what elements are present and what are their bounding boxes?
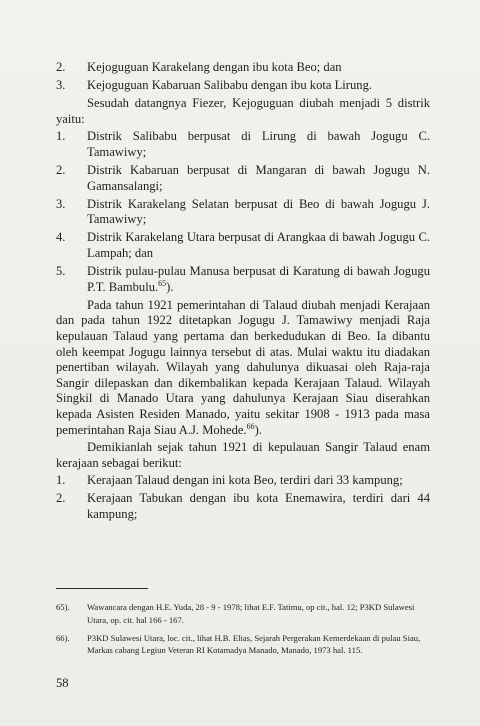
paragraph: Demikianlah sejak tahun 1921 di kepulauan Sangir Talaud enam kerajaan sebagai berikut: xyxy=(56,440,430,470)
list-item xyxy=(56,264,430,295)
footnote-ref: 65 xyxy=(158,278,167,288)
list-text: Kejoguguan Karakelang dengan ibu kota Beo; dan xyxy=(87,60,342,74)
footnote xyxy=(56,632,430,658)
footnote-text: Wawancara dengan H.E. Yuda, 28 - 9 - 1978; lihat E.F. Tatimu, op cit., hal. 12; P3KD Sulawesi Utara, op. cit. hal 166 - 167. xyxy=(87,602,415,625)
list-item xyxy=(56,473,430,489)
list-text: Distrik Salibabu berpusat di Lirung di bawah Jogugu C. Tamawiwy; xyxy=(87,129,430,159)
list-item xyxy=(56,78,430,94)
list-number: 4. xyxy=(56,230,66,245)
list-text: Distrik Karakelang Selatan berpusat di Beo di bawah Jogugu J. Tamawiwy; xyxy=(87,196,430,227)
footnote-divider xyxy=(56,588,148,589)
list-number: 2. xyxy=(56,163,66,178)
list-item xyxy=(56,129,430,160)
footnote-text: P3KD Sulawesi Utara, loc. cit., lihat H.B. Elias, Sejarah Pergerakan Kemerdekaan di pulau Siau, Markas cabang Legiun Veteran RI Kotamadya Manado, Manado, 1973 hal. 115. xyxy=(87,632,421,656)
list-text: Kerajaan Tabukan dengan ibu kota Enemawira, terdiri dari 44 kampung; xyxy=(87,491,430,522)
list-number: 2. xyxy=(56,60,66,74)
paragraph-text: Pada tahun 1921 pemerintahan di Talaud diubah menjadi Kerajaan dan pada tahun 1922 ditetapkan Jogugu J. Tamawiwy menjadi Raja kepulauan Talaud yang pertama dan berkedudukan di Beo. Ia dibantu oleh keempat Jogugu lainnya tersebut di atas. Mulai waktu itu diadakan penertiban wilayah. Wilayah yang dahulunya dikuasai oleh Raja-raja Sangir dilepaskan dan dikembalikan kepada Kerajaan Talaud. Wilayah Singkil di Manado Utara yang dahulunya Kerajaan Siau diserahkan kepada Asisten Residen Manado, yaitu sekitar 1908 - 1913 pada masa pemerintahan Raja Siau A.J. Mohede. xyxy=(56,297,430,437)
body-text xyxy=(56,60,430,525)
list-text-tail: ). xyxy=(166,279,174,294)
footnote-ref: 66 xyxy=(246,421,255,431)
list-text xyxy=(87,264,430,295)
paragraph-tail: ). xyxy=(254,422,262,437)
list-item xyxy=(56,230,430,261)
paragraph: Sesudah datangnya Fiezer, Kejoguguan diubah menjadi 5 distrik yaitu: xyxy=(56,96,430,126)
page-number: 58 xyxy=(56,676,69,690)
list-item xyxy=(56,197,430,228)
footnote xyxy=(56,601,430,627)
paragraph xyxy=(56,298,430,438)
footnotes xyxy=(56,601,430,662)
list-item xyxy=(56,491,430,522)
list-text: Distrik Karakelang Utara berpusat di Arangkaa di bawah Jogugu C. Lampah; dan xyxy=(87,230,430,261)
list-number: 1. xyxy=(56,473,66,488)
list-text: Kejoguguan Kabaruan Salibabu dengan ibu kota Lirung. xyxy=(87,78,373,93)
list-number: 3. xyxy=(56,78,66,93)
list-number: 5. xyxy=(56,264,66,279)
list-item xyxy=(56,163,430,194)
list-number: 2. xyxy=(56,491,66,506)
list-text: Distrik Kabaruan berpusat di Mangaran di bawah Jogugu N. Gamansalangi; xyxy=(87,163,430,193)
footnote-number: 66). xyxy=(56,632,70,643)
list-text-body: Distrik pulau-pulau Manusa berpusat di Karatung di bawah Jogugu P.T. Bambulu. xyxy=(87,264,430,294)
list-text: Kerajaan Talaud dengan ini kota Beo, terdiri dari 33 kampung; xyxy=(87,473,403,488)
list-number: 3. xyxy=(56,196,66,211)
footnote-number: 65). xyxy=(56,602,70,612)
list-number: 1. xyxy=(56,129,66,144)
list-item xyxy=(56,60,430,76)
